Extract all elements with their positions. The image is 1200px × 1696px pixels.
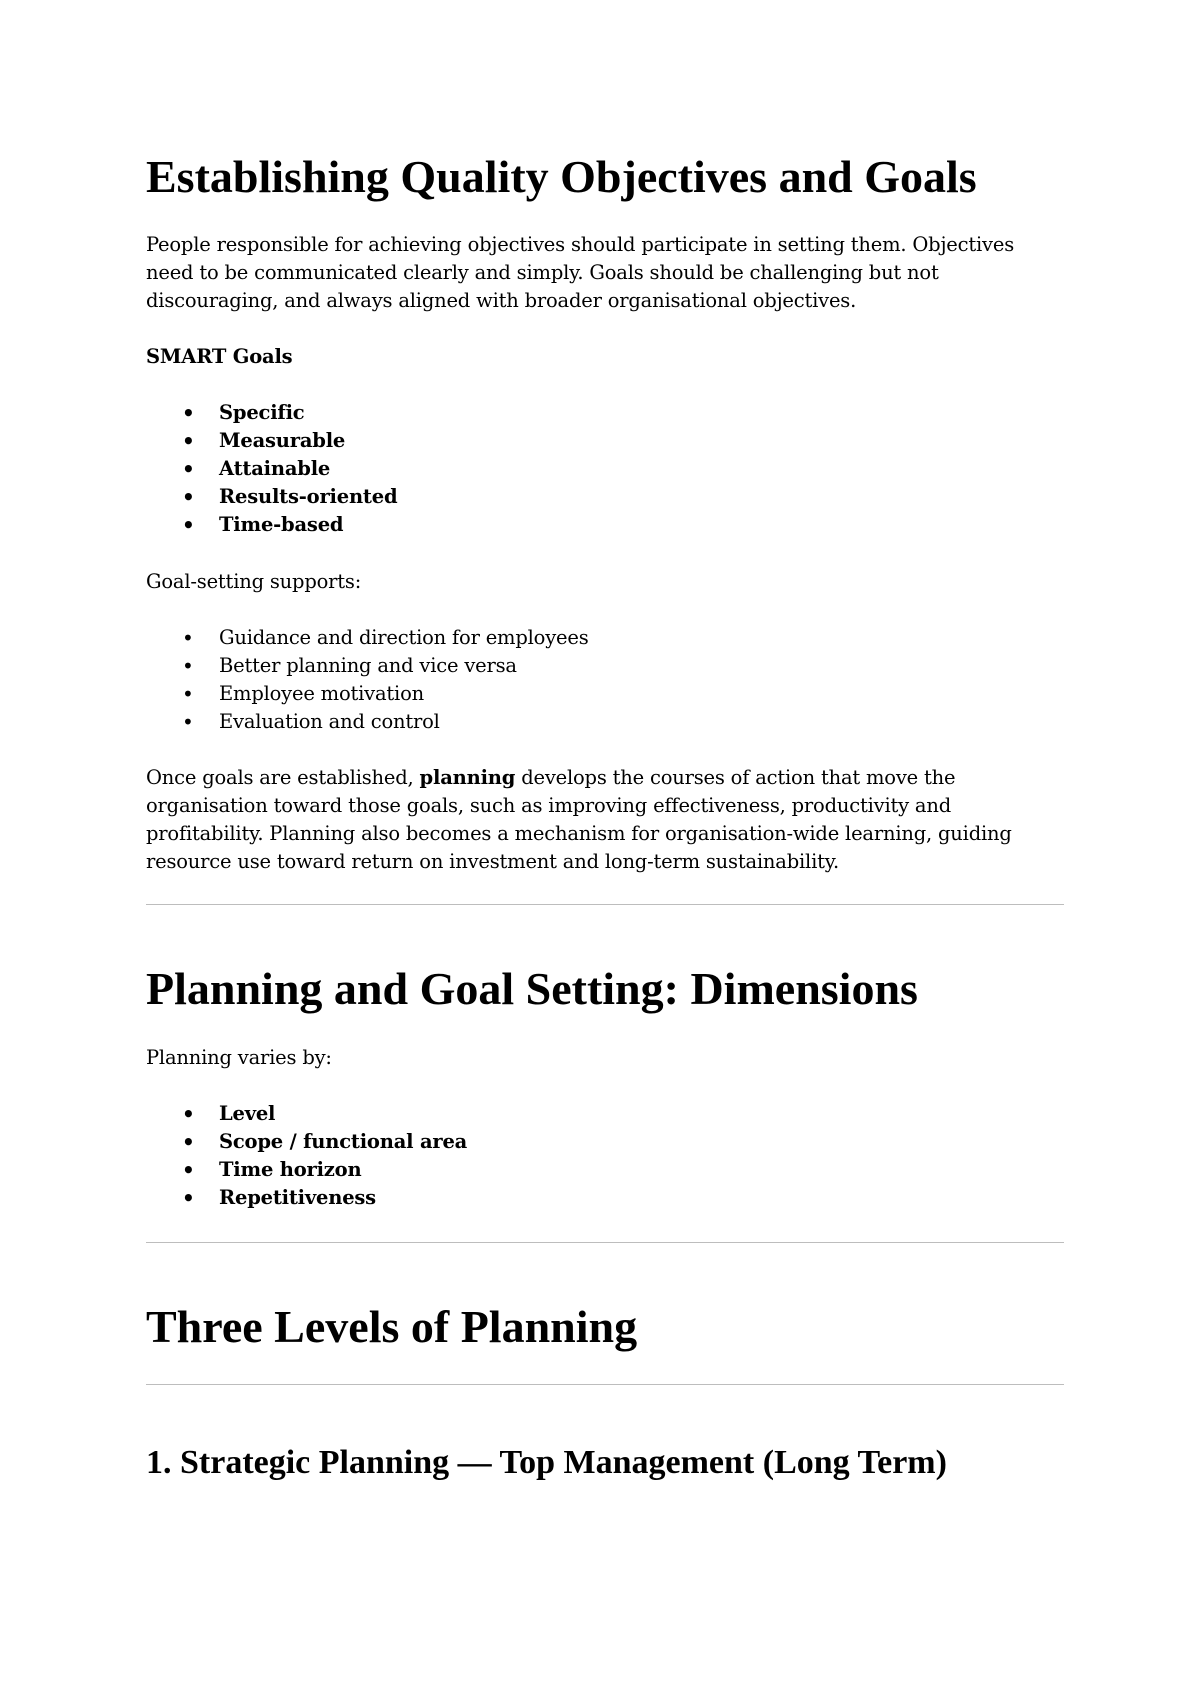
planning-keyword: planning [419, 766, 516, 789]
list-item: • Results-oriented [146, 483, 1046, 511]
section-title-dimensions: Planning and Goal Setting: Dimensions [146, 963, 918, 1014]
list-item: • Attainable [146, 455, 1046, 483]
section-divider [146, 1242, 1064, 1243]
closing-text-prefix: Once goals are established, [146, 766, 420, 789]
closing-text-suffix: develops the courses of action that move the organisation toward those goals, such as improving effectiveness, productivity and profitability. Planning also becomes a mechanism for organisation-wide learning, guiding resource use toward return on investment and long-term sustainability. [146, 766, 1012, 873]
smart-goals-heading: SMART Goals [146, 345, 293, 368]
closing-paragraph [146, 764, 1046, 876]
section-title-quality-objectives: Establishing Quality Objectives and Goals [146, 151, 977, 202]
list-item: • Specific [146, 399, 1046, 427]
list-item: • Time horizon [146, 1156, 1046, 1184]
list-item: • Time-based [146, 511, 1046, 539]
goal-setting-supports-list [146, 624, 1046, 736]
list-item: • Evaluation and control [146, 708, 1046, 736]
smart-goals-list [146, 399, 1046, 539]
planning-varies-heading: Planning varies by: [146, 1046, 332, 1069]
planning-dimensions-list [146, 1100, 1046, 1212]
list-item: • Better planning and vice versa [146, 652, 1046, 680]
section-title-three-levels: Three Levels of Planning [146, 1301, 638, 1352]
section-divider [146, 904, 1064, 905]
section-divider [146, 1384, 1064, 1385]
subsection-title-strategic-planning: 1. Strategic Planning — Top Management (Long Term) [146, 1444, 947, 1481]
list-item: • Scope / functional area [146, 1128, 1046, 1156]
intro-paragraph: People responsible for achieving objectives should participate in setting them. Objectives need to be communicated clearly and simply. Goals should be challenging but not discouraging, and always aligned with broader organisational objectives. [146, 233, 1015, 312]
list-item: • Repetitiveness [146, 1184, 1046, 1212]
list-item: • Employee motivation [146, 680, 1046, 708]
list-item: • Level [146, 1100, 1046, 1128]
list-item: • Guidance and direction for employees [146, 624, 1046, 652]
list-item: • Measurable [146, 427, 1046, 455]
goal-setting-supports-heading: Goal-setting supports: [146, 570, 362, 593]
